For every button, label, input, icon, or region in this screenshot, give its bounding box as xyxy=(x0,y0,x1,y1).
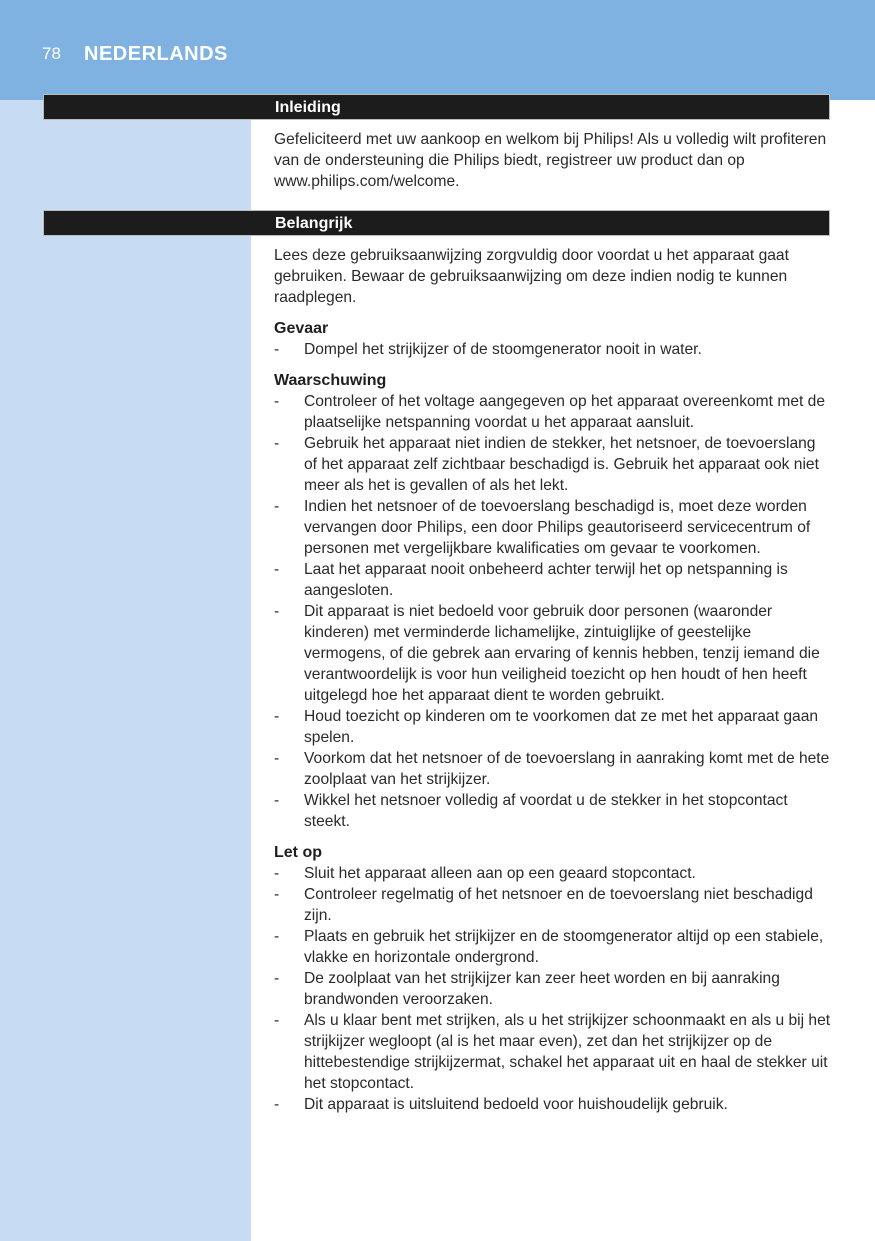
list-item: - Dit apparaat is niet bedoeld voor gebruik door personen (waaronder kinderen) met verminderde lichamelijke, zintuiglijke of geestelijke vermogens, of die gebrek aan ervaring of kennis hebben, tenzij iemand die verantwoordelijk is voor hun veiligheid toezicht op hen houdt of hen heeft uitgelegd hoe het apparaat dient te worden gebruikt. xyxy=(274,603,820,704)
important-text: Lees deze gebruiksaanwijzing zorgvuldig door voordat u het apparaat gaat gebruiken. Bewaar de gebruiksaanwijzing om deze indien nodig te kunnen raadplegen. xyxy=(274,247,789,306)
list-item: - Controleer of het voltage aangegeven op het apparaat overeenkomt met de plaatselijke netspanning voordat u het apparaat aansluit. xyxy=(274,393,826,431)
section-title-important: Belangrijk xyxy=(275,215,353,232)
caution-heading: Let op xyxy=(274,844,322,861)
list-item: - Voorkom dat het netsnoer of de toevoerslang in aanraking komt met de hete zoolplaat van het strijkijzer. xyxy=(274,750,830,788)
list-item: - Wikkel het netsnoer volledig af voordat u de stekker in het stopcontact steekt. xyxy=(274,792,788,830)
danger-heading: Gevaar xyxy=(274,320,329,337)
list-item: - Indien het netsnoer of de toevoerslang beschadigd is, moet deze worden vervangen door Philips, een door Philips geautoriseerd servicecentrum of personen met vergelijkbare kwalificaties om gevaar te voorkomen. xyxy=(274,498,811,557)
list-item: - Dit apparaat is uitsluitend bedoeld voor huishoudelijk gebruik. xyxy=(274,1096,728,1113)
section-bar-important xyxy=(43,210,830,236)
section-title-intro: Inleiding xyxy=(275,99,341,116)
list-item: - Laat het apparaat nooit onbeheerd achter terwijl het op netspanning is aangesloten. xyxy=(274,561,788,599)
list-item: - Controleer regelmatig of het netsnoer en de toevoerslang niet beschadigd zijn. xyxy=(274,886,813,924)
important-block xyxy=(274,245,832,1115)
intro-block xyxy=(274,129,832,192)
list-item: - De zoolplaat van het strijkijzer kan zeer heet worden en bij aanraking brandwonden veroorzaken. xyxy=(274,970,780,1008)
intro-text: Gefeliciteerd met uw aankoop en welkom bij Philips! Als u volledig wilt profiteren van de ondersteuning die Philips biedt, registreer uw product dan op www.philips.com/welcome. xyxy=(274,131,827,190)
list-item: - Houd toezicht op kinderen om te voorkomen dat ze met het apparaat gaan spelen. xyxy=(274,708,819,746)
language-title: NEDERLANDS xyxy=(84,43,228,65)
section-bar-intro xyxy=(43,94,830,120)
list-item: - Sluit het apparaat alleen aan op een geaard stopcontact. xyxy=(274,865,696,882)
page-number: 78 xyxy=(42,44,61,63)
list-item: - Als u klaar bent met strijken, als u het strijkijzer schoonmaakt en als u bij het strijkijzer wegloopt (al is het maar even), zet dan het strijkijzer op de hittebestendige strijkijzermat, schakel het apparaat uit en haal de stekker uit het stopcontact. xyxy=(274,1012,831,1092)
list-item: - Plaats en gebruik het strijkijzer en de stoomgenerator altijd op een stabiele, vlakke en horizontale ondergrond. xyxy=(274,928,824,966)
warning-heading: Waarschuwing xyxy=(274,372,387,389)
list-item: - Dompel het strijkijzer of de stoomgenerator nooit in water. xyxy=(274,341,702,358)
list-item: - Gebruik het apparaat niet indien de stekker, het netsnoer, de toevoerslang of het apparaat zelf zichtbaar beschadigd is. Gebruik het apparaat ook niet meer als het is gevallen of als het lekt. xyxy=(274,435,819,494)
left-margin-column xyxy=(0,0,251,1241)
